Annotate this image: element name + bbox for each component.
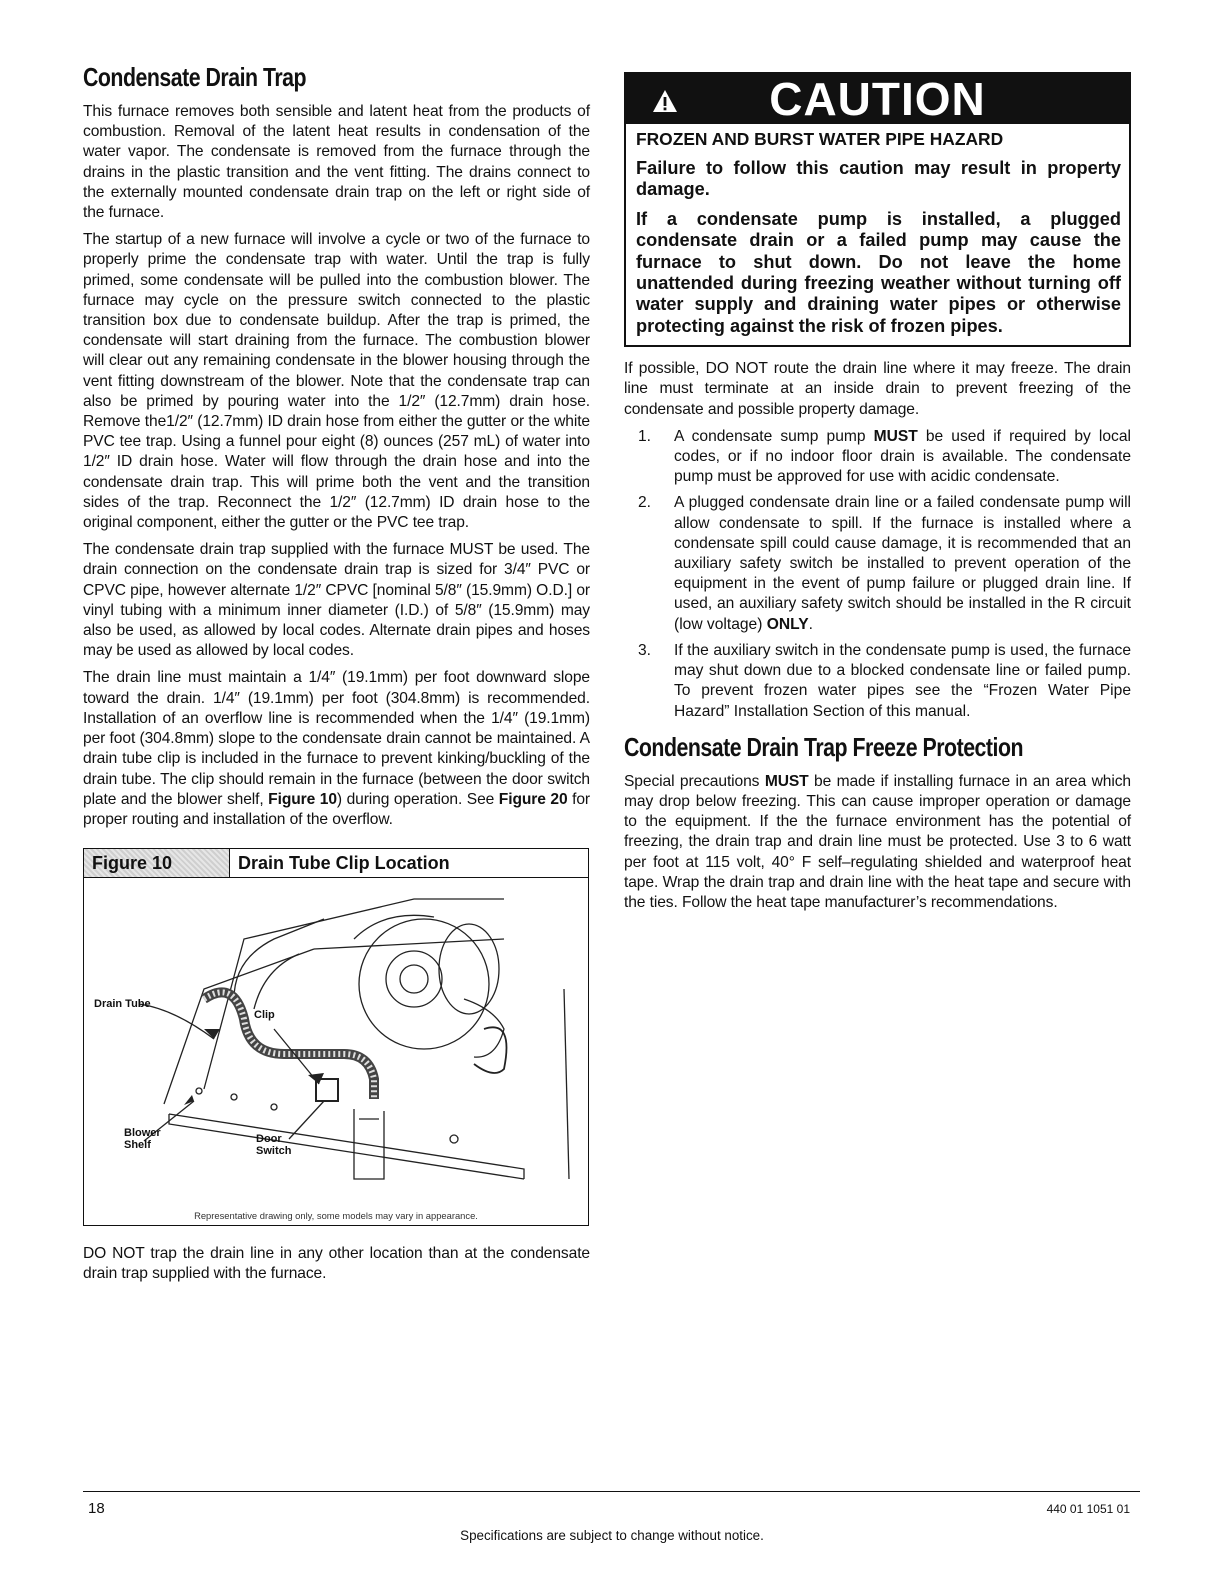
figure-20-reference: Figure 20 xyxy=(498,790,568,808)
caution-box xyxy=(624,72,1131,347)
section-heading-condensate-drain-trap: Condensate Drain Trap xyxy=(83,62,307,92)
right-column xyxy=(624,64,1131,920)
label-door-switch-line2: Switch xyxy=(256,1145,292,1158)
figure-10-reference: Figure 10 xyxy=(268,790,337,808)
caution-banner xyxy=(626,74,1129,124)
list-item: 1. A condensate sump pump MUST be used if required by local codes, or if no indoor floor drain is available. The condensate pump must be approved for use with acidic condensate. xyxy=(638,427,1131,486)
figure-caption: Representative drawing only, some models may vary in appearance. xyxy=(194,1210,478,1222)
document-number: 440 01 1051 01 xyxy=(1046,1502,1130,1516)
drain-tube-clip-illustration xyxy=(84,879,587,1209)
paragraph-intro: This furnace removes both sensible and latent heat from the products of combustion. Removal of the latent heat results in condensation of the water vapor. The condensate is removed from the furnace through the drains in the plastic transition and the vent fitting. The drains connect to the externally mounted condensate drain trap on the left or right side of the furnace. xyxy=(83,103,590,222)
list-item: 3. If the auxiliary switch in the condensate pump is used, the furnace may shut down due to a blocked condensate line or failed pump. To prevent frozen water pipes see the “Frozen Water Pipe Hazard” Installation Section of this manual. xyxy=(638,641,1131,720)
label-blower-shelf-line2: Shelf xyxy=(124,1139,151,1152)
label-clip: Clip xyxy=(254,1009,275,1022)
page-number: 18 xyxy=(88,1500,105,1517)
paragraph-slope: The drain line must maintain a 1/4″ (19.1mm) per foot downward slope toward the drain. 1/4″ (19.1mm) per foot (304.8mm) is recommended. Installation of an overflow line is recommended when the 1/4″ (19.1mm) per foot (304.8mm) slope to the condensate drain cannot be maintained. A drain tube clip is included in the furnace to prevent kinking/buckling of the drain tube. The clip should remain in the furnace (between the door switch plate and the blower shelf, Figure 10) during operation. See Figure 20 for proper routing and installation of the overflow. xyxy=(83,669,591,828)
paragraph-do-not-trap: DO NOT trap the drain line in any other location than at the condensate drain trap supplied with the furnace. xyxy=(83,1245,590,1283)
caution-line-2: If a condensate pump is installed, a plugged condensate drain or a failed pump may cause the furnace to shut down. Do not leave the home unattended during freezing weather without turning off water supply and draining water pipes or otherwise protecting against the risk of frozen pipes. xyxy=(636,208,1121,336)
caution-line-1: Failure to follow this caution may result in property damage. xyxy=(636,158,1121,200)
specifications-notice: Specifications are subject to change without notice. xyxy=(460,1528,764,1543)
paragraph-freeze-intro: If possible, DO NOT route the drain line where it may freeze. The drain line must terminate at an inside drain to prevent freezing of the condensate and possible property damage. xyxy=(624,360,1131,418)
label-door-switch-line1: Door xyxy=(256,1133,282,1146)
caution-body xyxy=(626,124,1129,345)
left-column xyxy=(83,62,590,1292)
paragraph-pipe-sizing: The condensate drain trap supplied with the furnace MUST be used. The drain connection on the condensate drain trap is sized for 3/4″ PVC or CPVC pipe, however alternate 1/2″ CPVC [nominal 5/8″ (15.9mm) O.D.] or vinyl tubing with a minimum inner diameter (I.D.) of 5/8″ (15.9mm) may also be used, as allowed by local codes. Alternate drain pipes and hoses may be used as allowed by local codes. xyxy=(83,541,590,660)
list-item: 2. A plugged condensate drain line or a failed condensate pump will allow condensate to spill. If the furnace is installed where a condensate spill could cause damage, it is recommended that an auxiliary safety switch be installed to prevent operation of the equipment in the event of pump failure or plugged drain line. If used, an auxiliary safety switch should be installed in the R circuit (low voltage) ONLY. xyxy=(638,494,1131,633)
paragraph-freeze-protection: Special precautions MUST be made if installing furnace in an area which may drop below freezing. This can cause improper operation or damage to the equipment. If the the furnace environment has the potential of freezing, the drain trap and drain line must be protected. Use 3 to 6 watt per foot at 115 volt, 40° F self–regulating shielded and waterproof heat tape. Wrap the drain trap and drain line with the heat tape and secure with the ties. Follow the heat tape manufacturer’s recommendations. xyxy=(624,772,1131,911)
condensate-steps-list xyxy=(624,427,1131,722)
figure-header xyxy=(84,849,588,878)
section-heading-freeze-protection: Condensate Drain Trap Freeze Protection xyxy=(624,731,1024,762)
footer-rule xyxy=(83,1491,1140,1492)
paragraph-startup: The startup of a new furnace will involve a cycle or two of the furnace to properly prime the condensate trap with water. Until the trap is fully primed, some condensate will be pulled into the combustion blower. The furnace may cycle on the pressure switch connected to the plastic transition box due to condensate buildup. After the trap is primed, the condensate will start draining from the furnace. The combustion blower will clear out any remaining condensate in the blower housing through the vent fitting downstream of the blower. Note that the condensate trap can also be primed by pouring water into the 1/2″ (12.7mm) drain hose. Remove the1/2″ (12.7mm) ID drain hose from either the gutter or the white PVC tee trap. Using a funnel pour eight (8) ounces (257 mL) of water into 1/2″ ID drain hose. Water will flow through the drain hose and into the condensate drain trap. This will prime both the vent and the transition sides of the trap. Reconnect the 1/2″ (12.7mm) ID drain hose to the original component, either the gutter or the PVC tee trap. xyxy=(83,231,591,532)
caution-hazard-title: FROZEN AND BURST WATER PIPE HAZARD xyxy=(636,129,1004,149)
warning-triangle-icon xyxy=(652,88,678,114)
label-drain-tube: Drain Tube xyxy=(94,998,151,1011)
figure-tag: Figure 10 xyxy=(84,849,230,877)
figure-title: Drain Tube Clip Location xyxy=(238,853,450,874)
caution-word: CAUTION xyxy=(769,73,986,125)
figure-10 xyxy=(83,848,589,1226)
label-blower-shelf-line1: Blower xyxy=(124,1127,161,1140)
